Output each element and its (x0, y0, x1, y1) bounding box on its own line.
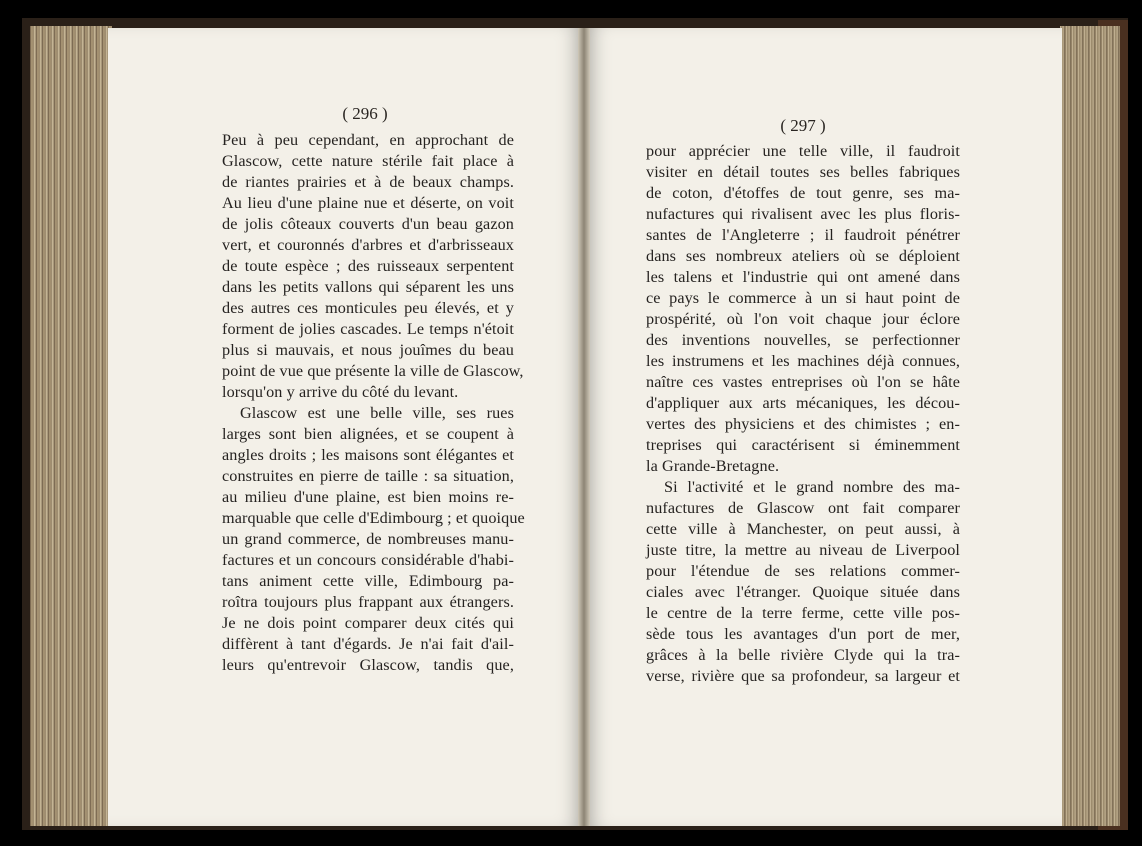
text-line: pour apprécier une telle ville, il faudroit (646, 142, 960, 160)
text-line: factures et un concours considérable d'habi- (222, 551, 514, 569)
text-line: nufactures de Glascow ont fait comparer (646, 499, 960, 517)
text-line: diffèrent à tant d'égards. Je n'ai fait d'ail- (222, 635, 514, 653)
text-line: santes de l'Angleterre ; il faudroit pénétrer (646, 226, 960, 244)
text-line: nufactures qui rivalisent avec les plus floris- (646, 205, 960, 223)
right-page-number: ( 297 ) (780, 116, 826, 135)
text-line: treprises qui caractérisent si éminemment (646, 436, 960, 454)
text-line: forment de jolies cascades. Le temps n'étoit (222, 320, 514, 338)
text-line: larges sont bien alignées, et se coupent à (222, 425, 514, 443)
left-page-edges (30, 26, 112, 826)
text-line: vert, et couronnés d'arbres et d'arbrisseaux (222, 236, 514, 254)
text-line: roîtra toujours plus frappant aux étrangers. (222, 593, 514, 611)
text-line: ce pays le commerce à un si haut point de (646, 289, 960, 307)
text-line: les talens et l'industrie qui ont amené dans (646, 268, 960, 286)
book-gutter (578, 28, 590, 826)
text-line: de toute espèce ; des ruisseaux serpentent (222, 257, 514, 275)
text-line: la Grande-Bretagne. (646, 457, 780, 475)
text-line: sède tous les avantages d'un port de mer, (646, 625, 960, 643)
text-line: des autres ces monticules peu élevés, et y (222, 299, 514, 317)
text-line: tans animent cette ville, Edimbourg pa- (222, 572, 514, 590)
text-line: de riantes prairies et à de beaux champs. (222, 173, 514, 191)
text-line: les instrumens et les machines déjà connues, (646, 352, 960, 370)
text-line: vertes des physiciens et des chimistes ; en- (646, 415, 960, 433)
right-page-edges (1060, 26, 1120, 826)
text-line: Si l'activité et le grand nombre des ma- (664, 478, 960, 496)
text-line: grâces à la belle rivière Clyde qui la tra- (646, 646, 960, 664)
text-line: au milieu d'une plaine, est bien moins re- (222, 488, 514, 506)
text-line: Peu à peu cependant, en approchant de (222, 131, 514, 149)
text-line: leurs qu'entrevoir Glascow, tandis que, (222, 656, 514, 674)
text-line: Glascow, cette nature stérile fait place à (222, 152, 514, 170)
text-line: de coton, d'étoffes de tout genre, ses ma- (646, 184, 960, 202)
left-page-number: ( 296 ) (342, 104, 388, 123)
text-line: de jolis côteaux couverts d'un beau gazon (222, 215, 514, 233)
text-line: point de vue que présente la ville de Glascow, (222, 362, 524, 380)
text-line: visiter en détail toutes ses belles fabriques (646, 163, 960, 181)
text-line: pour l'étendue de ses relations commer- (646, 562, 960, 580)
text-line: Glascow est une belle ville, ses rues (240, 404, 514, 422)
text-line: naître ces vastes entreprises où l'on se hâte (646, 373, 960, 391)
text-line: angles droits ; les maisons sont élégantes et (222, 446, 514, 464)
text-line: des inventions nouvelles, se perfectionner (646, 331, 960, 349)
text-line: d'appliquer aux arts mécaniques, les décou- (646, 394, 960, 412)
text-line: cette ville à Manchester, on peut aussi, à (646, 520, 960, 538)
text-line: marquable que celle d'Edimbourg ; et quoique (222, 509, 525, 527)
text-line: lorsqu'on y arrive du côté du levant. (222, 383, 459, 401)
text-line: verse, rivière que sa profondeur, sa largeur et (646, 667, 960, 685)
text-line: le centre de la terre ferme, cette ville pos- (646, 604, 960, 622)
text-line: un grand commerce, de nombreuses manu- (222, 530, 514, 548)
text-line: construites en pierre de taille : sa situation, (222, 467, 514, 485)
text-line: plus si mauvais, et nous jouîmes du beau (222, 341, 514, 359)
text-line: juste titre, la mettre au niveau de Liverpool (646, 541, 960, 559)
text-line: ciales avec l'étranger. Quoique située dans (646, 583, 960, 601)
text-line: dans ses nombreux ateliers où se déploient (646, 247, 960, 265)
text-line: Je ne dois point comparer deux cités qui (222, 614, 514, 632)
text-line: Au lieu d'une plaine nue et déserte, on voit (222, 194, 514, 212)
text-line: dans les petits vallons qui séparent les uns (222, 278, 514, 296)
text-line: prospérité, où l'on voit chaque jour éclore (646, 310, 960, 328)
